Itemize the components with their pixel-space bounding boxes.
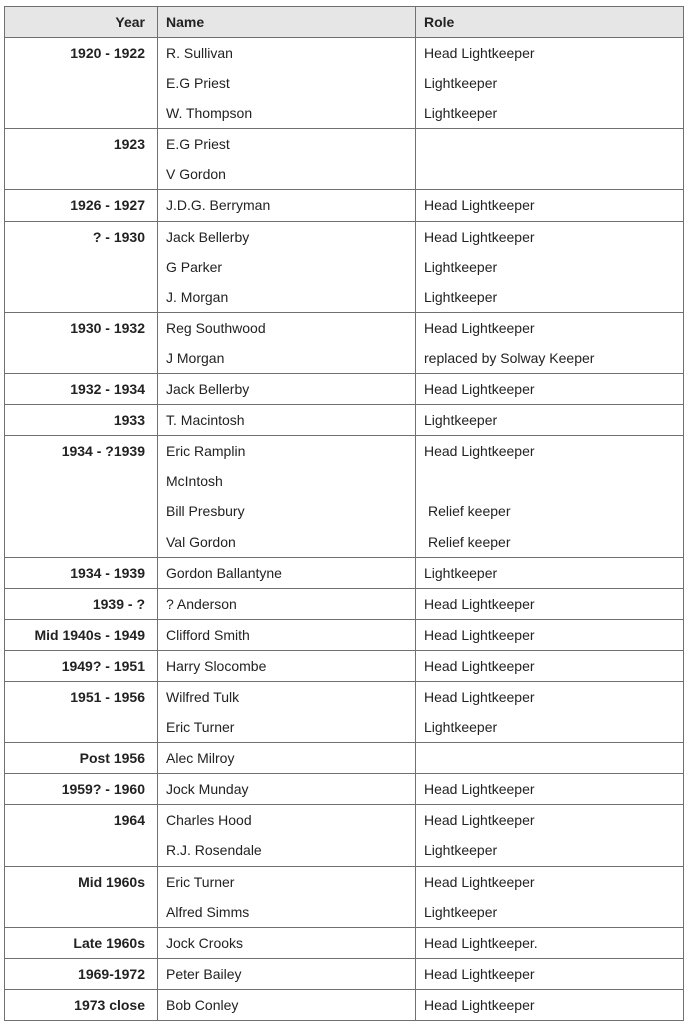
year-text: 1973 close — [74, 996, 145, 1013]
keeper-role: Lightkeeper — [424, 258, 498, 275]
keeper-name: Gordon Ballantyne — [166, 564, 282, 581]
role-cell — [416, 312, 684, 373]
keeper-name: E.G Priest — [166, 75, 230, 92]
role-cell — [416, 588, 684, 619]
name-cell — [158, 374, 416, 405]
role-cell — [416, 650, 684, 681]
year-text: 1959? - 1960 — [61, 781, 145, 798]
table-body — [5, 38, 684, 1021]
year-text: 1926 - 1927 — [70, 197, 145, 214]
role-cell — [416, 743, 684, 774]
role-cell — [416, 38, 684, 129]
year-text: 1934 - 1939 — [70, 564, 145, 581]
keeper-role — [424, 129, 683, 159]
table-row — [5, 650, 684, 681]
table-row — [5, 805, 684, 866]
keeper-name: Jack Bellerby — [166, 381, 250, 398]
keeper-name: Val Gordon — [166, 533, 236, 550]
role-cell — [416, 866, 684, 927]
keeper-role: Head Lightkeeper — [424, 657, 535, 674]
keeper-role: Lightkeeper — [424, 719, 498, 736]
keeper-name: W. Thompson — [166, 105, 253, 122]
name-cell — [158, 650, 416, 681]
name-cell — [158, 588, 416, 619]
name-cell — [158, 129, 416, 190]
year-cell — [5, 312, 158, 373]
keeper-role: Head Lightkeeper — [424, 228, 535, 245]
table-row — [5, 312, 684, 373]
name-cell — [158, 805, 416, 866]
table-row — [5, 743, 684, 774]
role-cell — [416, 989, 684, 1020]
keeper-role: Head Lightkeeper — [424, 197, 535, 214]
year-text: 1923 — [113, 136, 145, 153]
keeper-role: Head Lightkeeper — [424, 781, 535, 798]
keeper-role: Head Lightkeeper — [424, 873, 535, 890]
table-row — [5, 927, 684, 958]
keeper-name: Alfred Simms — [166, 903, 250, 920]
keeper-role: Head Lightkeeper — [424, 688, 535, 705]
keeper-role — [424, 159, 683, 189]
role-cell — [416, 221, 684, 312]
keeper-name: Charles Hood — [166, 812, 252, 829]
role-cell — [416, 619, 684, 650]
name-cell — [158, 866, 416, 927]
table-row — [5, 866, 684, 927]
table-row — [5, 557, 684, 588]
role-cell — [416, 805, 684, 866]
table-row — [5, 989, 684, 1020]
year-text: Mid 1940s - 1949 — [34, 626, 145, 643]
table-row — [5, 588, 684, 619]
keeper-name: Clifford Smith — [166, 626, 250, 643]
keeper-role: Head Lightkeeper — [424, 595, 535, 612]
keeper-name: Peter Bailey — [166, 965, 242, 982]
year-cell — [5, 405, 158, 436]
keeper-role: Lightkeeper — [424, 75, 498, 92]
name-cell — [158, 405, 416, 436]
role-cell — [416, 436, 684, 557]
keeper-name: Jock Munday — [166, 781, 249, 798]
year-cell — [5, 650, 158, 681]
name-cell — [158, 958, 416, 989]
name-column-header: Name — [158, 7, 416, 38]
year-cell — [5, 743, 158, 774]
table-header — [5, 7, 684, 38]
name-cell — [158, 557, 416, 588]
year-text: 1951 - 1956 — [70, 688, 145, 705]
year-cell — [5, 681, 158, 742]
table-row — [5, 221, 684, 312]
lightkeepers-table — [4, 6, 684, 1021]
keeper-name: Reg Southwood — [166, 319, 266, 336]
role-cell — [416, 129, 684, 190]
year-cell — [5, 619, 158, 650]
keeper-name: R. Sullivan — [166, 45, 233, 61]
table-row — [5, 619, 684, 650]
keeper-name: Eric Turner — [166, 873, 235, 890]
keeper-role — [424, 743, 683, 773]
keeper-name: Harry Slocombe — [166, 657, 267, 674]
name-cell — [158, 436, 416, 557]
keeper-name: T. Macintosh — [166, 412, 245, 429]
keeper-role — [424, 466, 683, 496]
year-cell — [5, 927, 158, 958]
year-cell — [5, 557, 158, 588]
keeper-role: Head Lightkeeper. — [424, 934, 538, 951]
role-cell — [416, 374, 684, 405]
keeper-role: Head Lightkeeper — [424, 381, 535, 398]
keeper-role: Head Lightkeeper — [424, 45, 535, 61]
table-row — [5, 774, 684, 805]
keeper-role: Lightkeeper — [424, 564, 498, 581]
keeper-role: Lightkeeper — [424, 105, 498, 122]
name-cell — [158, 989, 416, 1020]
year-cell — [5, 436, 158, 557]
year-cell — [5, 190, 158, 221]
year-cell — [5, 38, 158, 129]
keeper-name: Jock Crooks — [166, 934, 244, 951]
year-text: 1939 - ? — [92, 595, 145, 612]
table-row — [5, 436, 684, 557]
keeper-name: Eric Turner — [166, 719, 235, 736]
name-cell — [158, 743, 416, 774]
keeper-name: ? Anderson — [166, 595, 237, 612]
keeper-role: Relief keeper — [428, 533, 511, 550]
keeper-name: R.J. Rosendale — [166, 842, 262, 859]
year-cell — [5, 866, 158, 927]
name-cell — [158, 774, 416, 805]
year-text: 1932 - 1934 — [70, 381, 145, 398]
role-cell — [416, 405, 684, 436]
keeper-role: Head Lightkeeper — [424, 996, 535, 1013]
keeper-name: J Morgan — [166, 349, 225, 366]
year-text: Late 1960s — [73, 934, 145, 951]
year-text: 1933 — [113, 412, 145, 429]
name-cell — [158, 619, 416, 650]
role-cell — [416, 190, 684, 221]
table-row — [5, 374, 684, 405]
year-text: 1964 — [113, 812, 145, 829]
name-cell — [158, 312, 416, 373]
keeper-role: Head Lightkeeper — [424, 812, 535, 829]
table-row — [5, 681, 684, 742]
year-text: 1920 - 1922 — [70, 45, 145, 61]
keeper-name: E.G Priest — [166, 136, 230, 153]
year-cell — [5, 989, 158, 1020]
name-cell — [158, 681, 416, 742]
keeper-role: Head Lightkeeper — [424, 319, 535, 336]
lightkeepers-table-sheet — [4, 6, 683, 1021]
role-column-header: Role — [416, 7, 684, 38]
keeper-name: Bob Conley — [166, 996, 239, 1013]
year-text: 1969-1972 — [78, 965, 145, 982]
header-row — [5, 7, 684, 38]
year-cell — [5, 774, 158, 805]
name-cell — [158, 221, 416, 312]
role-cell — [416, 958, 684, 989]
year-cell — [5, 221, 158, 312]
year-cell — [5, 805, 158, 866]
year-cell — [5, 588, 158, 619]
keeper-role: replaced by Solway Keeper — [424, 349, 595, 366]
keeper-role: Lightkeeper — [424, 288, 498, 305]
keeper-name: Eric Ramplin — [166, 443, 246, 460]
role-cell — [416, 557, 684, 588]
year-text: ? - 1930 — [92, 228, 145, 245]
name-cell — [158, 190, 416, 221]
year-text: 1949? - 1951 — [61, 657, 145, 674]
year-text: Mid 1960s — [78, 873, 145, 890]
keeper-name: J.D.G. Berryman — [166, 197, 271, 214]
keeper-role: Head Lightkeeper — [424, 626, 535, 643]
table-row — [5, 405, 684, 436]
year-column-header: Year — [5, 7, 158, 38]
name-cell — [158, 927, 416, 958]
keeper-name: Bill Presbury — [166, 503, 245, 520]
keeper-role: Relief keeper — [428, 503, 511, 520]
year-cell — [5, 958, 158, 989]
year-text: 1934 - ?1939 — [61, 443, 145, 460]
keeper-role: Head Lightkeeper — [424, 443, 535, 460]
keeper-role: Lightkeeper — [424, 412, 498, 429]
role-cell — [416, 774, 684, 805]
table-row — [5, 38, 684, 129]
keeper-name: G Parker — [166, 258, 223, 275]
table-row — [5, 190, 684, 221]
role-cell — [416, 927, 684, 958]
keeper-name: Jack Bellerby — [166, 228, 250, 245]
name-cell — [158, 38, 416, 129]
keeper-name: V Gordon — [166, 166, 226, 183]
year-cell — [5, 129, 158, 190]
year-text: Post 1956 — [79, 750, 145, 767]
keeper-role: Lightkeeper — [424, 903, 498, 920]
role-cell — [416, 681, 684, 742]
year-cell — [5, 374, 158, 405]
year-text: 1930 - 1932 — [70, 319, 145, 336]
table-row — [5, 129, 684, 190]
keeper-role: Head Lightkeeper — [424, 965, 535, 982]
keeper-name: Wilfred Tulk — [166, 688, 240, 705]
table-row — [5, 958, 684, 989]
keeper-name: J. Morgan — [166, 288, 229, 305]
keeper-role: Lightkeeper — [424, 842, 498, 859]
keeper-name: McIntosh — [166, 473, 223, 490]
keeper-name: Alec Milroy — [166, 750, 235, 767]
